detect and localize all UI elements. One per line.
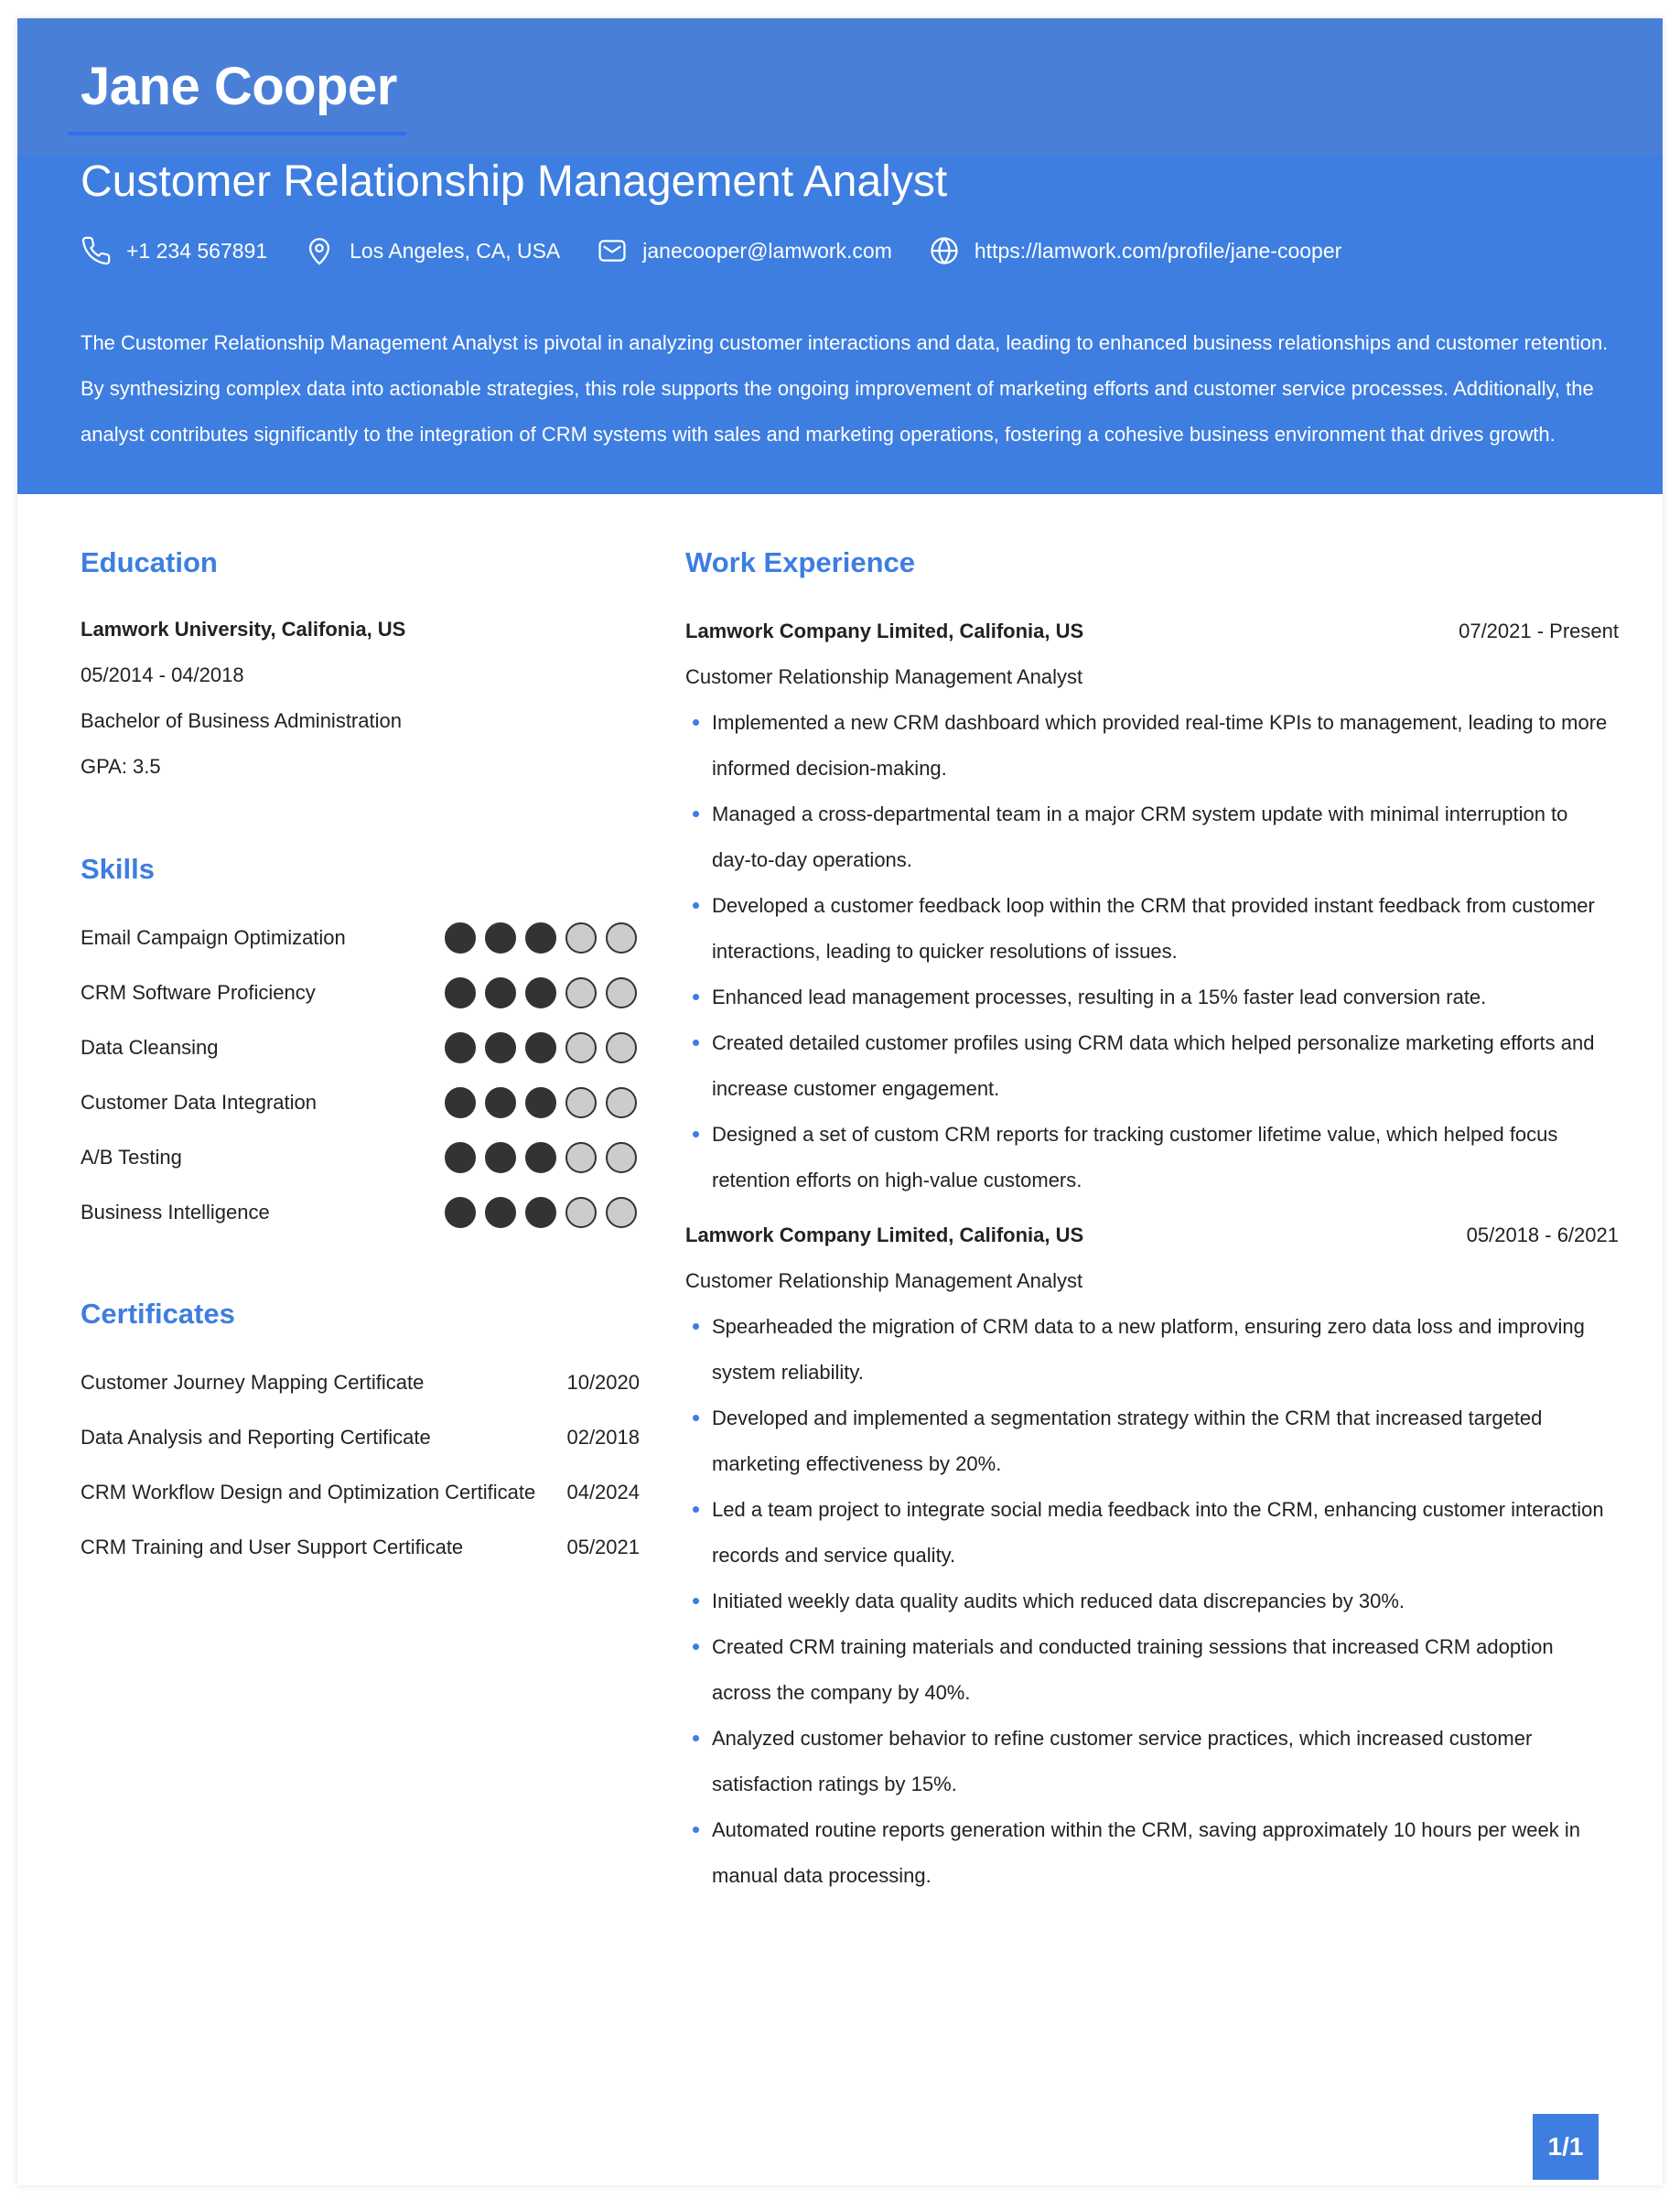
skill-name: Business Intelligence (81, 1201, 270, 1223)
job-title: Customer Relationship Management Analyst (81, 157, 948, 206)
job-dates: 05/2018 - 6/2021 (1466, 1223, 1619, 1246)
skill-row (81, 975, 637, 1011)
contact-email (597, 235, 892, 266)
phone-text[interactable]: +1 234 567891 (126, 238, 268, 263)
job-bullet-item (685, 1487, 1619, 1579)
skill-row (81, 920, 637, 956)
rating-dot-filled (485, 1032, 516, 1063)
job-bullet-text: Automated routine reports generation within the CRM, saving approximately 10 hours per week in manual data processing. (712, 1818, 1580, 1887)
rating-dot-filled (485, 1087, 516, 1118)
skills-heading: Skills (81, 853, 155, 885)
rating-dot-empty (606, 1142, 637, 1173)
rating-dot-filled (445, 922, 476, 954)
job-bullet-text: Developed a customer feedback loop within the CRM that provided instant feedback from customer interactions, leading to quicker resolutions of issues. (712, 894, 1595, 963)
job-bullet-text: Developed and implemented a segmentation strategy within the CRM that increased targeted marketing effectiveness by 20%. (712, 1407, 1543, 1475)
education-gpa: GPA: 3.5 (81, 755, 161, 778)
skill-rating (436, 922, 637, 954)
certificates-heading: Certificates (81, 1298, 235, 1330)
skill-rating (436, 1197, 637, 1228)
skill-row (81, 1084, 637, 1121)
bullet-dot-icon (693, 1415, 699, 1421)
bullet-dot-icon (693, 1644, 699, 1650)
rating-dot-empty (606, 1032, 637, 1063)
education-degree: Bachelor of Business Administration (81, 709, 402, 732)
phone-icon (81, 235, 112, 266)
job-dates: 07/2021 - Present (1459, 620, 1619, 642)
location-text: Los Angeles, CA, USA (350, 238, 561, 263)
rating-dot-filled (485, 1142, 516, 1173)
certificate-row (81, 1419, 640, 1456)
job-bullet-item (685, 883, 1619, 975)
certificate-row (81, 1529, 640, 1566)
job-bullet-text: Initiated weekly data quality audits which reduced data discrepancies by 30%. (712, 1590, 1405, 1612)
contact-location (304, 235, 560, 266)
contact-bar (81, 231, 1378, 271)
job-bullet-text: Analyzed customer behavior to refine customer service practices, which increased customer satisfaction ratings by 15%. (712, 1727, 1533, 1795)
job-bullet-item (685, 1396, 1619, 1487)
job-bullet-text: Led a team project to integrate social media feedback into the CRM, enhancing customer interaction records and service quality. (712, 1498, 1604, 1567)
location-pin-icon (304, 235, 335, 266)
certificate-name: Customer Journey Mapping Certificate (81, 1371, 425, 1394)
certificate-date: 04/2024 (566, 1481, 640, 1504)
resume-page (17, 18, 1663, 2185)
skill-name: Email Campaign Optimization (81, 926, 346, 949)
rating-dot-filled (445, 1142, 476, 1173)
rating-dot-filled (525, 922, 556, 954)
job-bullet-item (685, 1716, 1619, 1807)
skill-rating (436, 1087, 637, 1118)
skill-row (81, 1194, 637, 1231)
rating-dot-empty (565, 922, 597, 954)
job-bullet-item (685, 1112, 1619, 1203)
job-bullet-text: Designed a set of custom CRM reports for tracking customer lifetime value, which helped focus retention efforts on high-value customers. (712, 1123, 1558, 1191)
job-bullet-item (685, 792, 1619, 883)
bullet-dot-icon (693, 811, 699, 817)
rating-dot-empty (565, 1087, 597, 1118)
page-indicator: 1/1 (1533, 2114, 1599, 2180)
work-heading: Work Experience (685, 546, 915, 578)
education-heading: Education (81, 546, 218, 578)
name-underline (68, 132, 406, 135)
globe-icon (929, 235, 960, 266)
job-bullet-item (685, 1304, 1619, 1396)
bullet-dot-icon (693, 1506, 699, 1513)
certificate-date: 05/2021 (566, 1536, 640, 1558)
rating-dot-filled (445, 977, 476, 1008)
job-bullet-item (685, 1579, 1619, 1624)
rating-dot-empty (565, 1032, 597, 1063)
job-bullet-item (685, 700, 1619, 792)
profile-summary: The Customer Relationship Management Analyst is pivotal in analyzing customer interactions and data, leading to enhanced business relationships and customer retention. By synthesizing complex data into actionable strategies, this role supports the ongoing improvement of marketing efforts and customer service processes. Additionally, the analyst contributes significantly to the integration of CRM systems with sales and marketing operations, fostering a cohesive business environment that drives growth. (81, 331, 1609, 446)
job-role: Customer Relationship Management Analyst (685, 1269, 1083, 1292)
job-entry-1 (685, 609, 1619, 1203)
rating-dot-empty (565, 1142, 597, 1173)
job-bullet-item (685, 1807, 1619, 1899)
certificate-date: 10/2020 (566, 1371, 640, 1394)
rating-dot-filled (445, 1087, 476, 1118)
certificate-name: CRM Workflow Design and Optimization Certificate (81, 1481, 536, 1504)
job-company: Lamwork Company Limited, Califonia, US (685, 1223, 1084, 1246)
rating-dot-filled (525, 1142, 556, 1173)
job-bullet-text: Implemented a new CRM dashboard which provided real-time KPIs to management, leading to more informed decision-making. (712, 711, 1608, 780)
certificate-row (81, 1474, 640, 1511)
job-role: Customer Relationship Management Analyst (685, 665, 1083, 688)
bullet-dot-icon (693, 994, 699, 1000)
rating-dot-empty (565, 977, 597, 1008)
rating-dot-empty (606, 922, 637, 954)
job-bullet-text: Created CRM training materials and conducted training sessions that increased CRM adoption across the company by 40%. (712, 1635, 1554, 1704)
bullet-dot-icon (693, 1598, 699, 1604)
bullet-dot-icon (693, 1735, 699, 1741)
rating-dot-filled (525, 1032, 556, 1063)
skill-name: Data Cleansing (81, 1036, 219, 1059)
job-header (685, 1213, 1619, 1258)
job-header (685, 609, 1619, 654)
bullet-dot-icon (693, 902, 699, 909)
job-company: Lamwork Company Limited, Califonia, US (685, 620, 1084, 642)
skill-rating (436, 977, 637, 1008)
job-bullet-item (685, 1020, 1619, 1112)
rating-dot-empty (606, 1197, 637, 1228)
envelope-icon (597, 235, 628, 266)
contact-phone (81, 235, 267, 266)
education-school: Lamwork University, Califonia, US (81, 618, 406, 641)
job-bullet-text: Spearheaded the migration of CRM data to a new platform, ensuring zero data loss and improving system reliability. (712, 1315, 1585, 1384)
rating-dot-empty (606, 977, 637, 1008)
skill-row (81, 1029, 637, 1066)
bullet-dot-icon (693, 1323, 699, 1330)
rating-dot-filled (525, 977, 556, 1008)
skill-row (81, 1139, 637, 1176)
skill-name: A/B Testing (81, 1146, 182, 1169)
bullet-dot-icon (693, 1040, 699, 1046)
website-link[interactable]: https://lamwork.com/profile/jane-cooper (974, 238, 1342, 263)
skill-name: CRM Software Proficiency (81, 981, 316, 1004)
rating-dot-filled (445, 1197, 476, 1228)
contact-website (929, 235, 1341, 266)
rating-dot-filled (525, 1087, 556, 1118)
bullet-dot-icon (693, 1827, 699, 1833)
job-bullets (685, 700, 1619, 1203)
certificate-date: 02/2018 (566, 1426, 640, 1449)
resume-header (17, 18, 1663, 494)
rating-dot-filled (485, 977, 516, 1008)
skill-rating (436, 1142, 637, 1173)
job-bullet-item (685, 975, 1619, 1020)
bullet-dot-icon (693, 1131, 699, 1137)
certificate-name: Data Analysis and Reporting Certificate (81, 1426, 431, 1449)
certificate-row (81, 1364, 640, 1401)
job-bullet-text: Managed a cross-departmental team in a major CRM system update with minimal interruption to day-to-day operations. (712, 803, 1568, 871)
education-dates: 05/2014 - 04/2018 (81, 663, 244, 686)
skill-name: Customer Data Integration (81, 1091, 318, 1114)
email-link[interactable]: janecooper@lamwork.com (642, 238, 892, 263)
rating-dot-filled (485, 1197, 516, 1228)
candidate-name: Jane Cooper (81, 57, 397, 116)
bullet-dot-icon (693, 719, 699, 726)
rating-dot-filled (485, 922, 516, 954)
job-bullet-item (685, 1624, 1619, 1716)
job-bullet-text: Enhanced lead management processes, resulting in a 15% faster lead conversion rate. (712, 986, 1487, 1008)
rating-dot-empty (565, 1197, 597, 1228)
rating-dot-empty (606, 1087, 637, 1118)
rating-dot-filled (525, 1197, 556, 1228)
certificate-name: CRM Training and User Support Certificate (81, 1536, 464, 1558)
job-entry-2 (685, 1213, 1619, 1899)
rating-dot-filled (445, 1032, 476, 1063)
skill-rating (436, 1032, 637, 1063)
job-bullets (685, 1304, 1619, 1899)
job-bullet-text: Created detailed customer profiles using CRM data which helped personalize marketing efforts and increase customer engagement. (712, 1031, 1595, 1100)
